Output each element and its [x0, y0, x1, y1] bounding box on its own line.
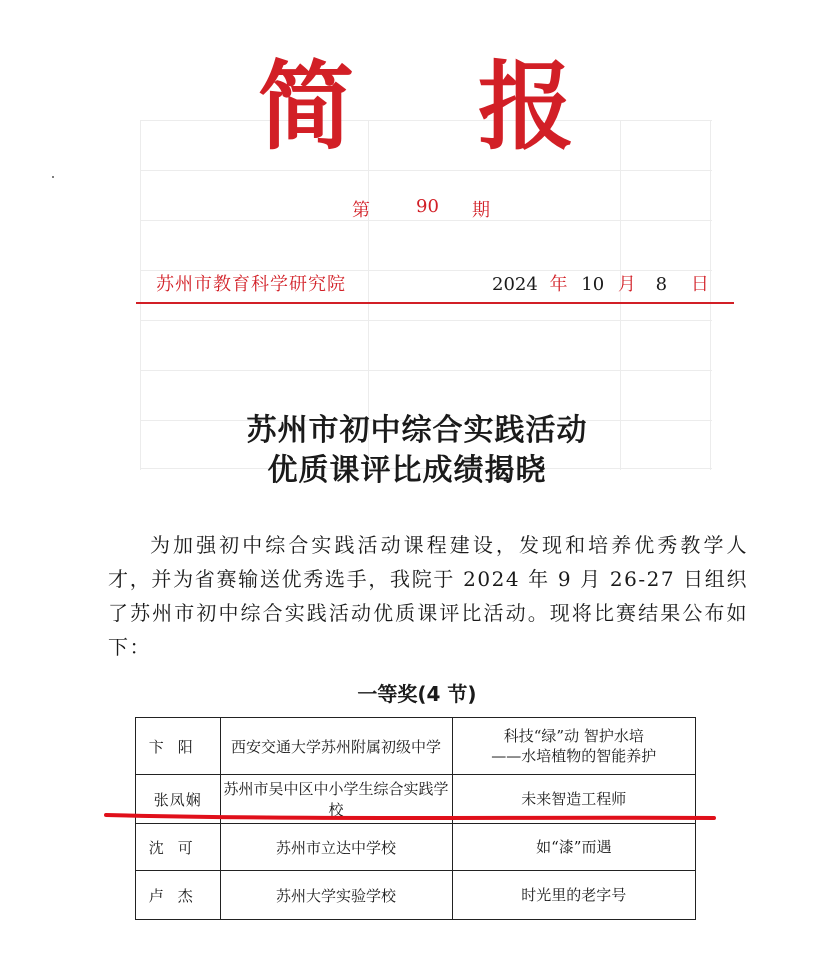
awards-table	[135, 717, 696, 920]
winner-school: 西安交通大学苏州附属初级中学	[220, 718, 452, 775]
winner-name: 卢杰	[136, 871, 221, 920]
course-title	[452, 718, 695, 775]
date-month: 10	[581, 274, 605, 295]
article-title-line-1: 苏州市初中综合实践活动	[246, 413, 588, 448]
date-year: 2024	[492, 274, 538, 295]
masthead	[0, 52, 834, 162]
winner-name: 卞阳	[136, 718, 221, 775]
article-paragraph: 为加强初中综合实践活动课程建设，发现和培养优秀教学人才，并为省赛输送优秀选手，我院于 2024 年 9 月 26-27 日组织了苏州市初中综合实践活动优质课评比活动。现将比赛结果公布如下：	[108, 533, 748, 659]
issue-prefix: 第	[352, 200, 370, 221]
date-day: 8	[655, 274, 668, 295]
course-title: 如“漆”而遇	[452, 824, 695, 871]
winner-school: 苏州大学实验学校	[220, 871, 452, 920]
award-heading: 一等奖(4 节)	[357, 682, 477, 706]
table-row	[136, 775, 696, 824]
article-title-line-2: 优质课评比成绩揭晓	[267, 453, 547, 488]
date-day-unit: 日	[690, 274, 709, 295]
course-title: 时光里的老字号	[452, 871, 695, 920]
winner-school: 苏州市立达中学校	[220, 824, 452, 871]
masthead-char-2: 报	[478, 51, 574, 163]
issue-date	[492, 270, 709, 296]
scan-speck	[52, 176, 54, 178]
masthead-char-1: 简	[258, 51, 354, 163]
winner-school: 苏州市吴中区中小学生综合实践学校	[220, 775, 452, 824]
header-red-rule	[136, 302, 734, 304]
table-row	[136, 824, 696, 871]
course-title-line-1: 科技“绿”动 智护水培	[503, 727, 644, 745]
date-year-unit: 年	[549, 274, 568, 295]
date-month-unit: 月	[617, 274, 636, 295]
winner-name: 张凤娴	[136, 775, 221, 824]
issue-number: 90	[416, 196, 439, 217]
table-row	[136, 871, 696, 920]
winner-name: 沈可	[136, 824, 221, 871]
course-title: 未来智造工程师	[452, 775, 695, 824]
course-title-line-2: ——水培植物的智能养护	[491, 747, 657, 765]
organization-name: 苏州市教育科学研究院	[156, 274, 346, 295]
table-row	[136, 718, 696, 775]
issue-suffix: 期	[472, 200, 490, 221]
